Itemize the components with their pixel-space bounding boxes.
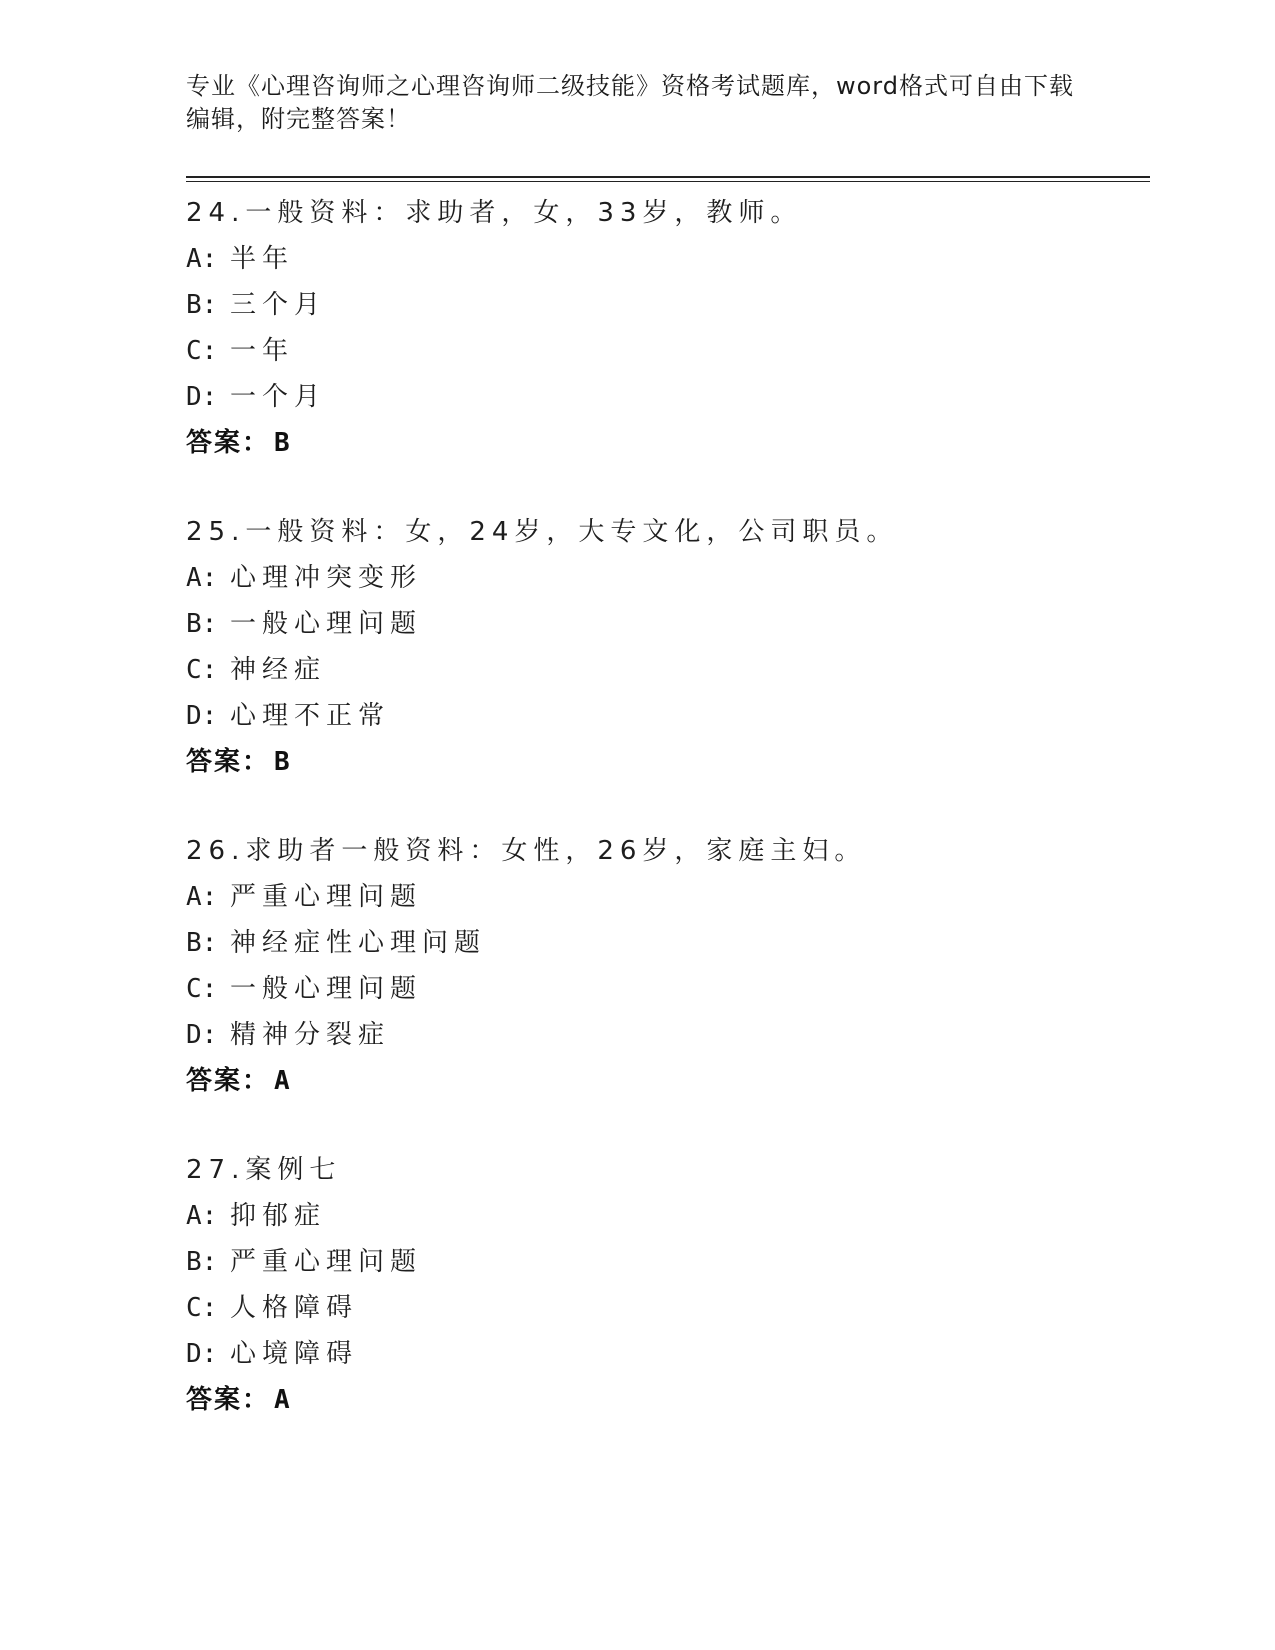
option-d: D: 精神分裂症 (186, 1020, 391, 1050)
option-a: A: 心理冲突变形 (186, 563, 423, 593)
header-divider-thin (186, 181, 1150, 182)
option-a: A: 严重心理问题 (186, 882, 423, 912)
option-a: A: 半年 (186, 244, 295, 274)
option-c: C: 人格障碍 (186, 1293, 359, 1323)
option-b: B: 一般心理问题 (186, 609, 423, 639)
header-line-1: 专业《心理咨询师之心理咨询师二级技能》资格考试题库，word格式可自由下载 (186, 72, 1074, 100)
answer-line: 答案： A (186, 1066, 290, 1096)
header-line-2: 编辑，附完整答案！ (186, 105, 411, 133)
question-24 (186, 190, 1146, 466)
answer-line: 答案： A (186, 1385, 290, 1415)
header-divider-thick (186, 176, 1150, 178)
option-d: D: 心理不正常 (186, 701, 391, 731)
option-d: D: 一个月 (186, 382, 327, 412)
option-b: B: 神经症性心理问题 (186, 928, 487, 958)
answer-line: 答案： B (186, 428, 290, 458)
option-d: D: 心境障碍 (186, 1339, 359, 1369)
question-stem: 26.求助者一般资料：女性，26岁，家庭主妇。 (186, 836, 867, 866)
option-a: A: 抑郁症 (186, 1201, 327, 1231)
option-b: B: 三个月 (186, 290, 327, 320)
document-header (186, 70, 1086, 136)
option-c: C: 神经症 (186, 655, 327, 685)
question-25 (186, 509, 1146, 785)
answer-line: 答案： B (186, 747, 290, 777)
question-stem: 24.一般资料：求助者，女，33岁，教师。 (186, 198, 803, 228)
option-c: C: 一般心理问题 (186, 974, 423, 1004)
question-stem: 27.案例七 (186, 1155, 342, 1185)
question-27 (186, 1147, 1146, 1423)
option-b: B: 严重心理问题 (186, 1247, 423, 1277)
question-stem: 25.一般资料：女，24岁，大专文化，公司职员。 (186, 517, 899, 547)
option-c: C: 一年 (186, 336, 295, 366)
question-list (186, 190, 1146, 1423)
question-26 (186, 828, 1146, 1104)
